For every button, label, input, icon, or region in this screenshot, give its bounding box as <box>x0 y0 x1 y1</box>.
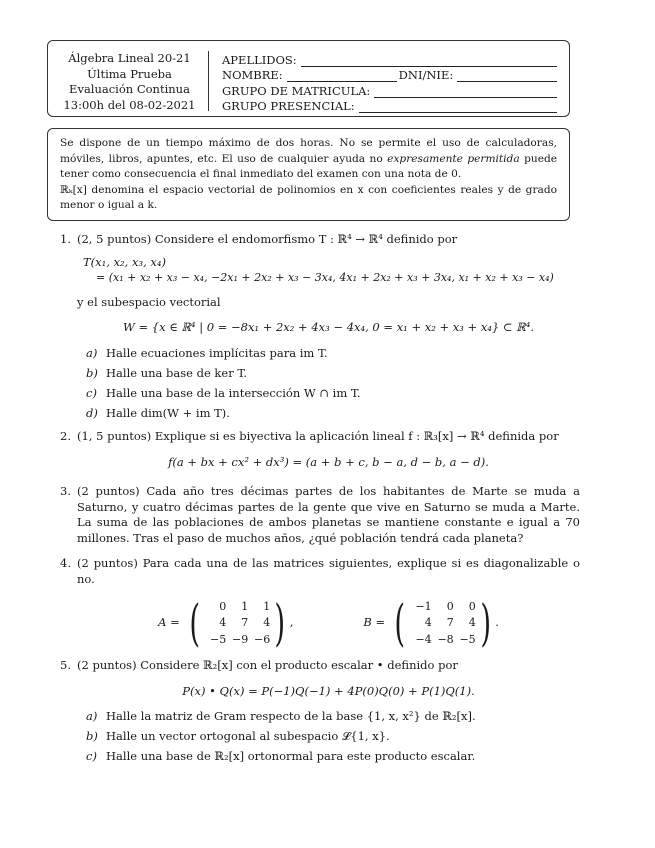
exam-header <box>47 40 570 117</box>
problem-1-map-rhs: = (x₁ + x₂ + x₃ − x₄, −2x₁ + 2x₂ + x₃ − 3x₄, 4x₁ + 2x₂ + x₃ + 3x₄, x₁ + x₂ + x₃ − x₄) <box>96 271 554 284</box>
problem-5 <box>60 658 580 765</box>
dni-line <box>457 70 557 82</box>
matrix-entry: −8 <box>437 632 454 646</box>
matrix-entry: 1 <box>263 599 271 613</box>
problem-1-items <box>86 346 580 422</box>
problem-5-inner-product: P(x) • Q(x) = P(−1)Q(−1) + 4P(0)Q(0) + P(1)Q(1). <box>182 683 475 698</box>
matrix-entry: −1 <box>415 599 432 613</box>
matrix-entry: 1 <box>241 599 249 613</box>
list-item: c) Halle una base de ℝ₂[x] ortonormal para este producto escalar. <box>86 749 476 763</box>
course-title: Álgebra Lineal 20-21 <box>68 51 191 65</box>
list-item: a) Halle ecuaciones implícitas para im T. <box>86 345 328 360</box>
matrix-entry: 7 <box>241 616 249 630</box>
exam-mode: Evaluación Continua <box>69 82 190 96</box>
problem-1-intro: (2, 5 puntos) Considere el endomorfismo T : ℝ⁴ → ℝ⁴ definido por <box>77 232 458 246</box>
matrix-entry: −9 <box>232 632 249 646</box>
matrices <box>77 594 580 652</box>
matrix-entry: 0 <box>446 599 454 613</box>
problem-number: 2. <box>60 429 71 443</box>
problem-2-intro: (1, 5 puntos) Explique si es biyectiva la aplicación lineal f : ℝ₃[x] → ℝ⁴ definida por <box>77 429 559 443</box>
matrix-entry: 0 <box>468 599 476 613</box>
problem-1 <box>60 232 580 421</box>
matrix-entry: −4 <box>415 632 432 646</box>
grupo-presencial-field <box>222 98 557 114</box>
matrix-entry: 4 <box>263 616 271 630</box>
problem-2 <box>60 429 580 470</box>
instructions-box <box>47 128 570 221</box>
problems <box>60 232 580 769</box>
apellidos-label: APELLIDOS: <box>222 52 297 67</box>
matrix-entry: 4 <box>424 616 432 630</box>
grupo-matricula-label: GRUPO DE MATRICULA: <box>222 83 371 98</box>
matrix-a: A = ( 0 1 1 4 7 4 −5 −9 −6 ) , <box>158 594 294 652</box>
nombre-label: NOMBRE: <box>222 68 283 82</box>
nombre-line <box>287 70 397 82</box>
grupo-matricula-field <box>222 82 557 98</box>
matrix-entry: −5 <box>459 632 476 646</box>
list-item: b) Halle una base de ker T. <box>86 365 247 380</box>
matrix-b: B = ( −1 0 0 4 7 4 −4 −8 −5 ) . <box>363 594 499 652</box>
matrix-entry: 4 <box>219 616 227 630</box>
problem-1-mid: y el subespacio vectorial <box>77 294 221 309</box>
matrix-entry: 4 <box>468 616 476 630</box>
problem-number: 1. <box>60 232 71 246</box>
grupo-presencial-line <box>359 101 557 113</box>
exam-info <box>56 51 203 113</box>
grupo-presencial-label: GRUPO PRESENCIAL: <box>222 99 355 113</box>
matrix-entry: −5 <box>210 632 227 646</box>
matrix-entry: −6 <box>254 632 271 646</box>
list-item: b) Halle un vector ortogonal al subespacio 𝓛{1, x}. <box>86 729 390 743</box>
apellidos-line <box>301 55 557 67</box>
problem-4 <box>60 556 580 652</box>
list-item: a) Halle la matriz de Gram respecto de la base {1, x, x²} de ℝ₂[x]. <box>86 709 476 723</box>
problem-4-intro: (2 puntos) Para cada una de las matrices siguientes, explique si es diagonalizable o no. <box>77 556 580 586</box>
list-item: d) Halle dim(W + im T). <box>86 405 230 420</box>
problem-1-map-lhs: T(x₁, x₂, x₃, x₄) <box>83 254 166 269</box>
exam-name: Última Prueba <box>87 66 172 81</box>
problem-5-items <box>86 709 580 765</box>
list-item: c) Halle una base de la intersección W ∩ im T. <box>86 385 361 400</box>
nombre-field <box>222 67 557 83</box>
exam-datetime: 13:00h del 08-02-2021 <box>63 97 196 112</box>
problem-1-subspace-w: W = {x ∈ ℝ⁴ | 0 = −8x₁ + 2x₂ + 4x₃ − 4x₄, 0 = x₁ + x₂ + x₃ + x₄} ⊂ ℝ⁴. <box>122 320 535 334</box>
problem-number: 4. <box>60 556 71 570</box>
instructions-text <box>60 136 557 214</box>
matrix-entry: 0 <box>219 599 227 613</box>
instructions-rules: Se dispone de un tiempo máximo de dos horas. No se permite el uso de calculadoras, móviles, libros, apuntes, etc. El uso de cualquier ayuda no expresamente permitida puede tener como consecuencia el final inmediato del examen con una nota de 0. <box>60 137 558 180</box>
header-divider <box>208 51 209 111</box>
problem-number: 3. <box>60 484 71 498</box>
instructions-notation: ℝₖ[x] denomina el espacio vectorial de polinomios en x con coeficientes reales y de grado menor o igual a k. <box>60 183 557 211</box>
matrix-entry: 7 <box>446 616 454 630</box>
problem-3 <box>60 484 580 546</box>
problem-2-map: f(a + bx + cx² + dx³) = (a + b + c, b − a, d − b, a − d). <box>168 454 489 469</box>
student-fields <box>222 51 557 113</box>
apellidos-field <box>222 51 557 67</box>
problem-5-intro: (2 puntos) Considere ℝ₂[x] con el producto escalar • definido por <box>77 658 458 672</box>
grupo-matricula-line <box>374 86 557 98</box>
dni-label: DNI/NIE: <box>398 68 454 82</box>
problem-number: 5. <box>60 658 71 672</box>
problem-3-text: (2 puntos) Cada año tres décimas partes de los habitantes de Marte se muda a Saturno, y cuatro décimas partes de la gente que vive en Saturno se muda a Marte. La suma de las poblaciones de ambos planetas se mantiene constante e igual a 70 millones. Tras el paso de muchos años, ¿qué población tendrá cada planeta? <box>77 484 580 545</box>
